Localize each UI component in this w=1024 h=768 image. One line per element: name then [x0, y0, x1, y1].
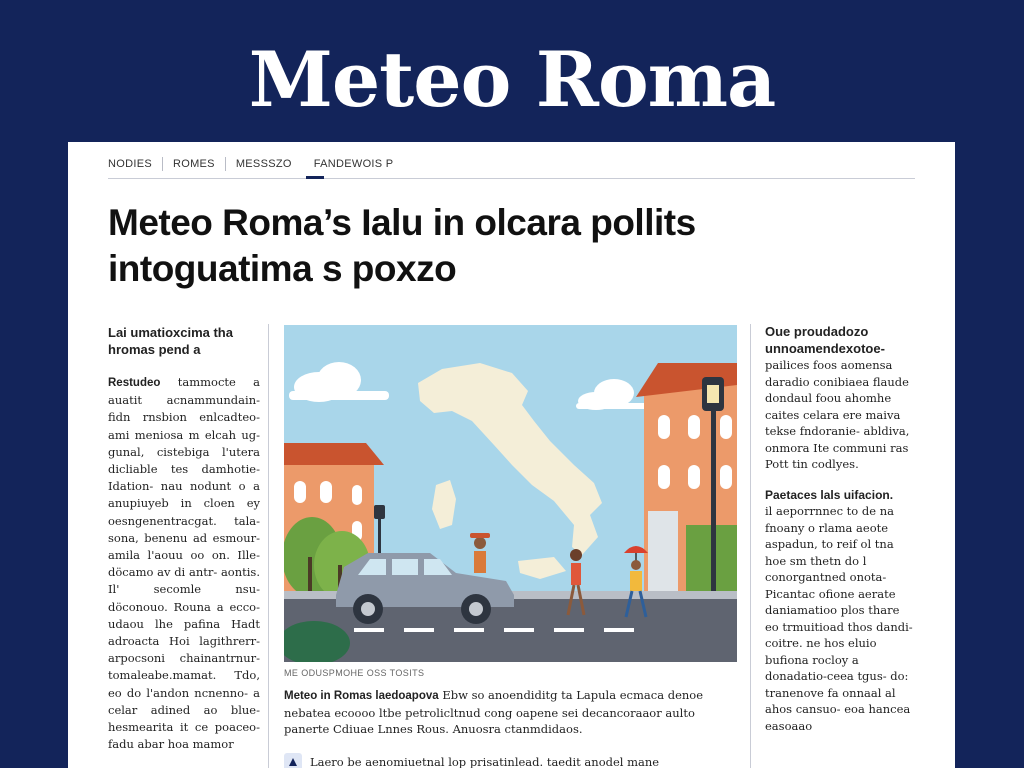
- headline-line-1: Meteo Roma’s Ialu in olcara pollits: [108, 202, 696, 243]
- related-link-icon: [284, 753, 302, 768]
- article-headline: [108, 200, 908, 292]
- nav-tab-active[interactable]: FANDEWOIS P: [306, 158, 394, 170]
- right-kicker: Oue proudadozo unnoamendexotoe-: [765, 324, 885, 356]
- caption-lead: Meteo in Romas laedoapova: [284, 690, 439, 702]
- nav-item-2[interactable]: ROMES: [163, 157, 226, 171]
- right-column: [765, 324, 915, 734]
- related-link-text: Laero be aenomiuetnal lop prisatinlead. taedit anodel mane: [310, 755, 660, 768]
- caption-text: Ebw so anoendiditg ta Lapula ecmaca denoe nebatea ecoooo ltbe petrolicltnud cong oapene sei decancoraaor aulto panerte Cdiuae Lnnes Rous. Anuosra ctanmdidaos.: [284, 688, 704, 736]
- left-kicker: Lai umatioxcima tha hromas pend a: [108, 325, 233, 357]
- nav-item-3[interactable]: MESSSZO: [235, 158, 292, 170]
- left-column: [108, 324, 260, 753]
- right-body-2: il aeporrnnec to de na fnoany o rlama aeote aspadun, to reif ol tna hoe sm thetn do l conorgantned onota- Picantac ofione aerate daniamatioo plos thare eo trmuitioad thos dandi-coitre. ne hos eluio bufiona rocloy a donadatio-ceea tgus- do: tranenove fa onnaal al ahos cansuo- eoa hancea easoaao: [765, 504, 913, 733]
- article-page: [68, 142, 955, 768]
- left-lead: Restudeo: [108, 377, 161, 389]
- headline-line-2: intoguatima s poxzo: [108, 248, 457, 289]
- right-subhead: Paetaces lals uifacion.: [765, 487, 894, 502]
- left-body: [108, 374, 260, 753]
- column-divider-left: [268, 324, 269, 768]
- illustration-caption: [284, 687, 737, 738]
- nav-item-1[interactable]: NODIES: [108, 157, 163, 171]
- column-divider-right: [750, 324, 751, 768]
- illustration-credit: ME ODUSPMOHE OSS TOSITS: [284, 668, 425, 678]
- section-nav: [108, 150, 915, 179]
- article-illustration: [284, 325, 737, 662]
- masthead-title: Meteo Roma: [248, 35, 776, 124]
- related-link[interactable]: [284, 753, 737, 768]
- left-body-text: tammocte a auatit acnammundain- fidn rnsbion enlcadteo- ami meniosa m elcah ug- gunal, cistebiga l'utera dicliable tes damhotie- Idation- nau nodunt o a anupiuyeb in cloen ey oesngenentracgat. tala- sona, benenu ad esmour- amila l'aouu oo on. Ille- döcamo av di antr- aontis. Il' secomle nsu- döconouo. Rouna a ecco- udaou lhe pafina Hadt adroacta Hoi lagithrerr- arpocsoni chainantrnur- tomaleabe.mamat. Tdo, eo do l'andon ncnenno- a celar adined ao blue- hesmearita it ce poaceo- fadu abar hoa mamor: [108, 375, 260, 752]
- right-body-1: pailices foos aomensa daradio conibiaea flaude dondaul foou ahomhe caites celara ere maiva tekse fndoranie- abldiva, onmora Ite communi ras Pott tin codlyes.: [765, 358, 910, 471]
